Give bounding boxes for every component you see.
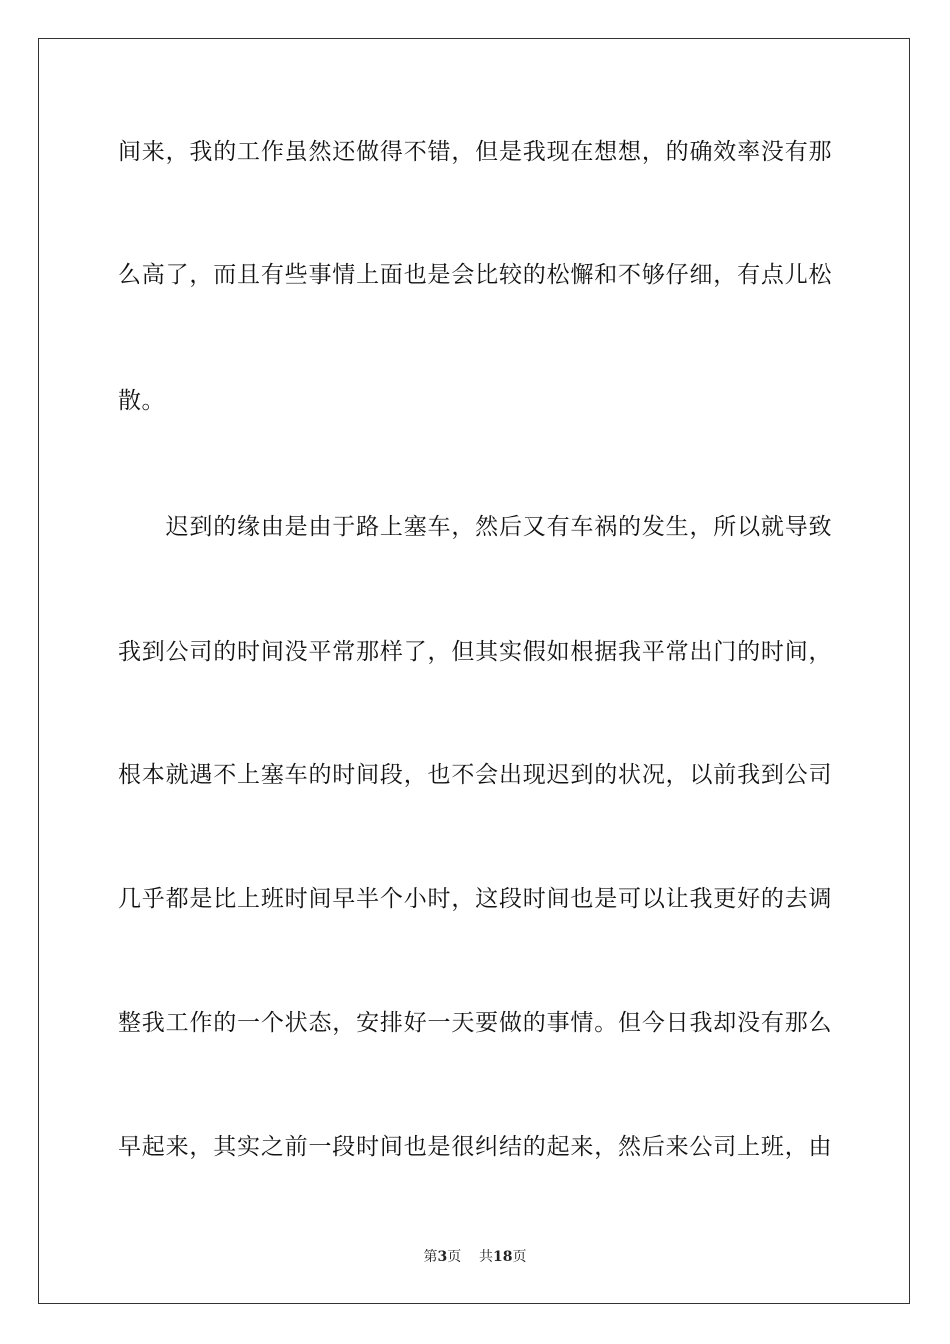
total-pages: 18 bbox=[493, 1249, 513, 1265]
body-text-line: 间来，我的工作虽然还做得不错，但是我现在想想，的确效率没有那 bbox=[118, 139, 832, 165]
body-text-line: 我到公司的时间没平常那样了，但其实假如根据我平常出门的时间， bbox=[118, 639, 832, 665]
body-text-line: 迟到的缘由是由于路上塞车，然后又有车祸的发生，所以就导致 bbox=[118, 514, 832, 540]
body-text-line: 几乎都是比上班时间早半个小时，这段时间也是可以让我更好的去调 bbox=[118, 886, 832, 912]
body-text-line: 么高了，而且有些事情上面也是会比较的松懈和不够仔细，有点儿松 bbox=[118, 262, 832, 288]
page-border bbox=[38, 38, 910, 1304]
body-text-line: 整我工作的一个状态，安排好一天要做的事情。但今日我却没有那么 bbox=[118, 1010, 832, 1036]
body-text-line: 根本就遇不上塞车的时间段，也不会出现迟到的状况，以前我到公司 bbox=[118, 762, 832, 788]
total-suffix: 页 bbox=[512, 1249, 527, 1265]
page-suffix: 页 bbox=[447, 1249, 462, 1265]
body-text-line: 早起来，其实之前一段时间也是很纠结的起来，然后来公司上班，由 bbox=[118, 1134, 832, 1160]
page-prefix: 第 bbox=[423, 1249, 438, 1265]
page-footer bbox=[0, 1248, 950, 1266]
page-number: 3 bbox=[437, 1249, 448, 1265]
body-text-line: 散。 bbox=[118, 388, 165, 414]
total-prefix: 共 bbox=[479, 1249, 494, 1265]
